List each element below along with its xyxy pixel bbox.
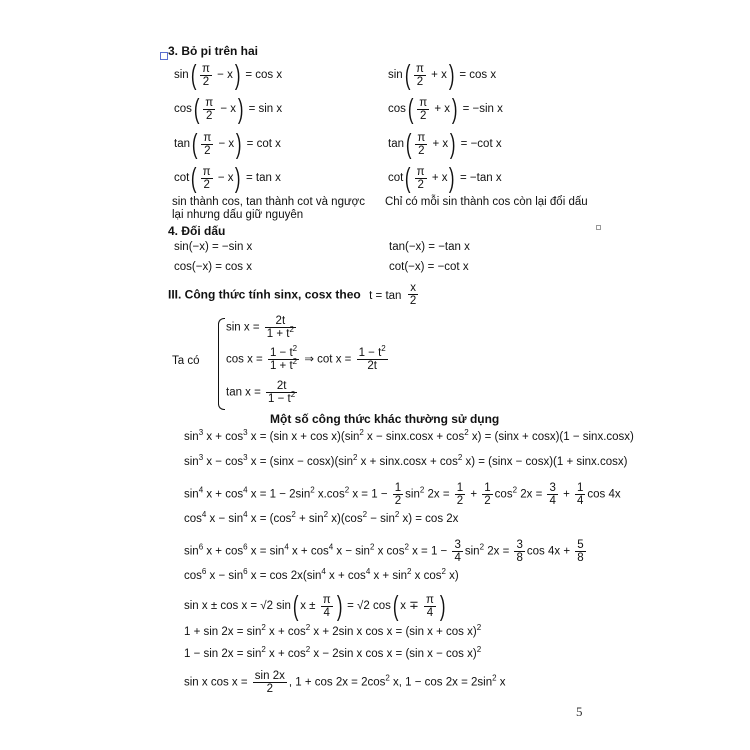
half-pi-formula-left-1: cos( $\frac{\pi}{2}$ − x) = sin x <box>174 93 283 124</box>
fraction-x-over-2: $\frac{x}{2}$ <box>409 282 417 307</box>
formula-tan-neg: tan(−x) = −tan x <box>389 241 470 253</box>
formula-sum-sixth: $\sin^6 x + \cos^6 x = \sin^4 x + \cos^4 x - \sin^2 x$ $\cos^2 x = 1$ − $\frac{3}{4}$ $\sin^2 2x$ = $\frac{3}{8}$ cos 4x + $\frac{5}{8}$ <box>184 539 584 564</box>
formula-product-double: sin x cos x = $\frac{\sin 2x}{2}$ , $1 + \cos 2x = 2\cos^2$ x, $1 - \cos 2x = 2\sin^2$ x <box>184 670 506 695</box>
formula-one-plus-sin2x: $1 + \sin 2x = \sin^2 x + \cos^2 x + 2\sin$ x cos x = (sin x + cos x)$^2$ <box>184 623 482 638</box>
system-brace <box>218 318 225 410</box>
half-pi-formula-right-1: cos( $\frac{\pi}{2}$ + x) = −sin x <box>388 93 503 124</box>
formula-sin-neg: sin(−x) = −sin x <box>174 241 253 253</box>
section-title-sign: 4. Đối dấu <box>168 224 226 238</box>
half-pi-formula-left-2: tan( $\frac{\pi}{2}$ − x) = cot x <box>174 128 281 159</box>
section-title-param: III. Công thức tính sinx, cosx theo t = tan $\frac{x}{2}$ <box>168 282 417 307</box>
formula-diff-sixth: $\cos^6 x - \sin^6 x = \cos 2x(\sin^4$ $x + \cos^4 x + \sin^2 x$ $\cos^2 x$) <box>184 567 459 582</box>
page-number: 5 <box>576 704 583 719</box>
half-pi-formula-left-0: sin( $\frac{\pi}{2}$ − x) = cos x <box>174 59 283 90</box>
cos-param-formula: cos x = $\frac{1 - t^2}{1 + t^2}$ ⇒ cot x = $\frac{1 - t^2}{2t}$ <box>226 344 386 372</box>
anchor-mark-icon <box>160 52 168 60</box>
half-pi-formula-right-0: sin( $\frac{\pi}{2}$ + x) = cos x <box>388 59 497 90</box>
formula-sum-cubes: $\sin^3 x + \cos^3 x = (\sin$ $x + \cos x)(\sin^2$ $x - \sin x.\cos x + \cos^2 x) = (\sin x + \cos x)(1 - \sin x.\cos x)$ <box>184 428 634 443</box>
half-pi-formula-right-3: cot( $\frac{\pi}{2}$ + x) = −tan x <box>388 162 502 193</box>
other-formulas-title: Một số công thức khác thường sử dụng <box>270 412 500 426</box>
formula-one-minus-sin2x: $1 - \sin 2x = \sin^2 x + \cos^2 x - 2\sin$ x cos x = (sin x − cos x)$^2$ <box>184 645 482 660</box>
section-title-half-pi: 3. Bỏ pi trên hai <box>168 44 259 58</box>
anchor-mark-icon <box>596 225 601 230</box>
formula-sin-pm-cos: sin x ± cos x = √2 sin( x ± $\frac{\pi}{4}$ ) = √2 cos( x ∓ $\frac{\pi}{4}$ ) <box>184 590 446 621</box>
note-right: Chỉ có mỗi sin thành cos còn lại đổi dấu <box>385 196 588 208</box>
formula-diff-fourth: $\cos^4 x - \sin^4 x = (\cos^2 + \sin^2 x)(\cos^2 - \sin^2 x) = \cos 2x$ <box>184 510 459 525</box>
formula-cos-neg: cos(−x) = cos x <box>174 261 252 273</box>
tan-param-formula: tan x = $\frac{2t}{1 - t^2}$ <box>226 380 296 405</box>
sin-param-formula: sin x = $\frac{2t}{1 + t^2}$ <box>226 315 294 340</box>
ta-co-label: Ta có <box>172 355 200 367</box>
formula-diff-cubes: $\sin^3 x - \cos^3 x = (\sin x - \cos x)(\sin^2$ $x + \sin x.\cos x + \cos^2 x) = (\sin x - \cos x)(1 + \sin x.\cos x)$ <box>184 453 628 468</box>
half-pi-formula-left-3: cot( $\frac{\pi}{2}$ − x) = tan x <box>174 162 281 193</box>
formula-cot-neg: cot(−x) = −cot x <box>389 261 469 273</box>
formula-sum-fourth: $\sin^4 x + \cos^4 x = 1 - 2\sin^2$ $x.\cos^2$ x = 1 − $\frac{1}{2}$ $\sin^2 2x$ = $\frac{1}{2}$ + $\frac{1}{2}$ $\cos^2 2x$ = $\frac{3}{4}$ + $\frac{1}{4}$ cos 4x <box>184 482 621 507</box>
note-left: sin thành cos, tan thành cot và ngược lại nhưng dấu giữ nguyên <box>172 196 365 221</box>
half-pi-formula-right-2: tan( $\frac{\pi}{2}$ + x) = −cot x <box>388 128 502 159</box>
